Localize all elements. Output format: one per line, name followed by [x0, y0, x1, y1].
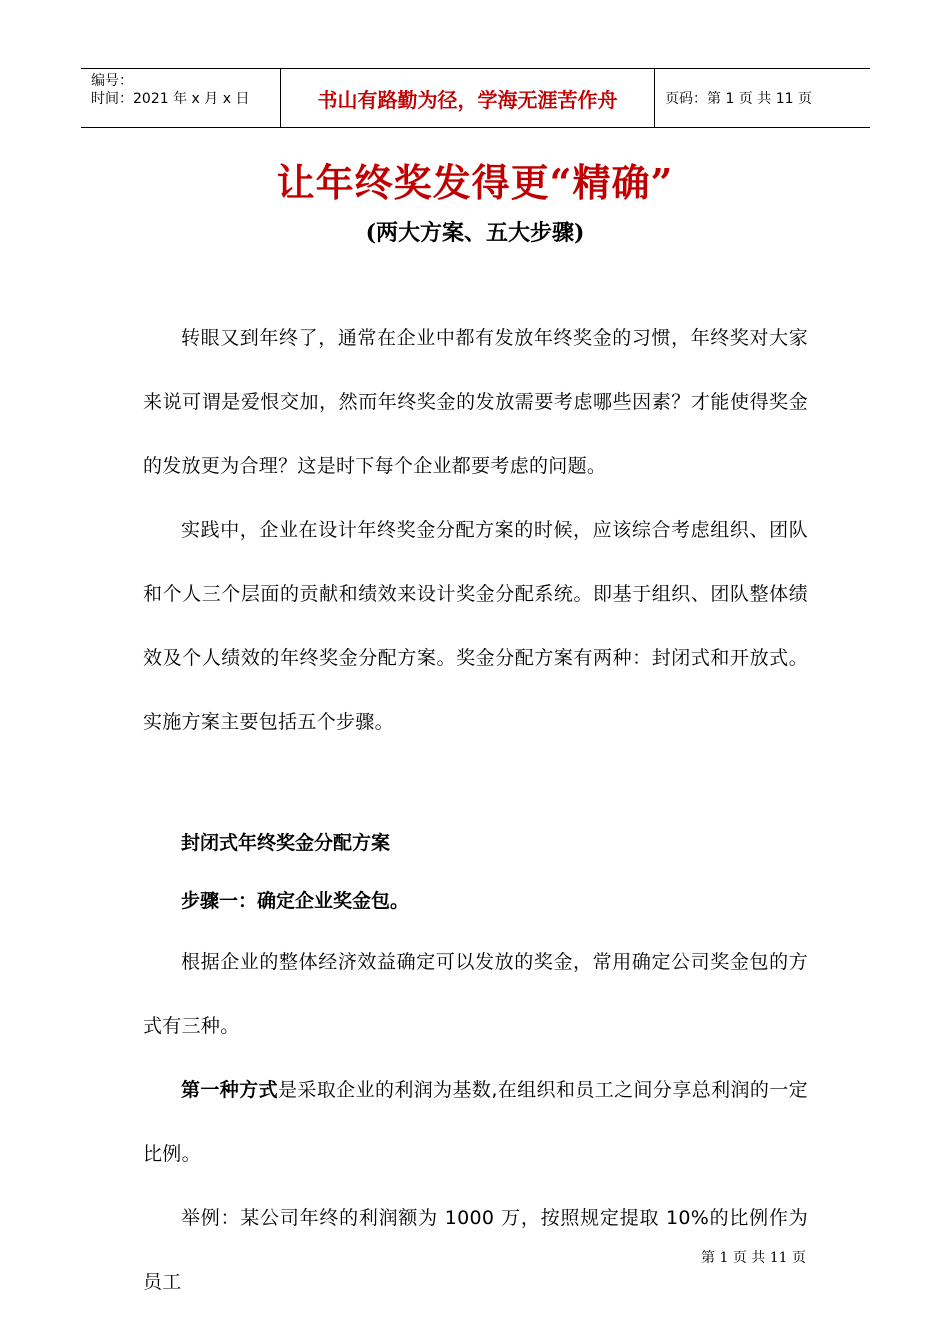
paragraph-example: 举例：某公司年终的利润额为 1000 万，按照规定提取 10%的比例作为员工 [143, 1207, 808, 1293]
header-table [81, 68, 870, 128]
document-subtitle: (两大方案、五大步骤) [365, 220, 585, 246]
header-meta [81, 69, 281, 127]
paragraph-method1 [143, 1058, 808, 1186]
number-label: 编号： [91, 73, 133, 89]
method1-label: 第一种方式 [181, 1079, 278, 1101]
header-motto: 书山有路勤为径，学海无涯苦作舟 [281, 69, 655, 127]
document-title: 让年终奖发得更“精确” [276, 160, 674, 205]
paragraph-intro: 转眼又到年终了，通常在企业中都有发放年终奖金的习惯，年终奖对大家来说可谓是爱恨交加，然而年终奖金的发放需要考虑哪些因素？才能使得奖金的发放更为合理？这是时下每个企业都要考虑的问题。 [143, 327, 808, 477]
method1-text: 是采取企业的利润为基数,在组织和员工之间分享总利润的一定比例。 [143, 1079, 808, 1165]
step1-heading: 步骤一：确定企业奖金包。 [181, 890, 410, 912]
paragraph-step1: 根据企业的整体经济效益确定可以发放的奖金，常用确定公司奖金包的方式有三种。 [143, 951, 808, 1037]
footer-page-info: 第 1 页 共 11 页 [701, 1250, 806, 1266]
section-heading: 封闭式年终奖金分配方案 [181, 832, 391, 854]
time-label: 时间：2021 年 x 月 x 日 [91, 91, 250, 107]
document-body [143, 306, 808, 1314]
header-page-info: 页码：第 1 页 共 11 页 [665, 91, 812, 107]
paragraph-practice: 实践中，企业在设计年终奖金分配方案的时候，应该综合考虑组织、团队和个人三个层面的贡献和绩效来设计奖金分配系统。即基于组织、团队整体绩效及个人绩效的年终奖金分配方案。奖金分配方案有两种：封闭式和开放式。实施方案主要包括五个步骤。 [143, 519, 808, 733]
